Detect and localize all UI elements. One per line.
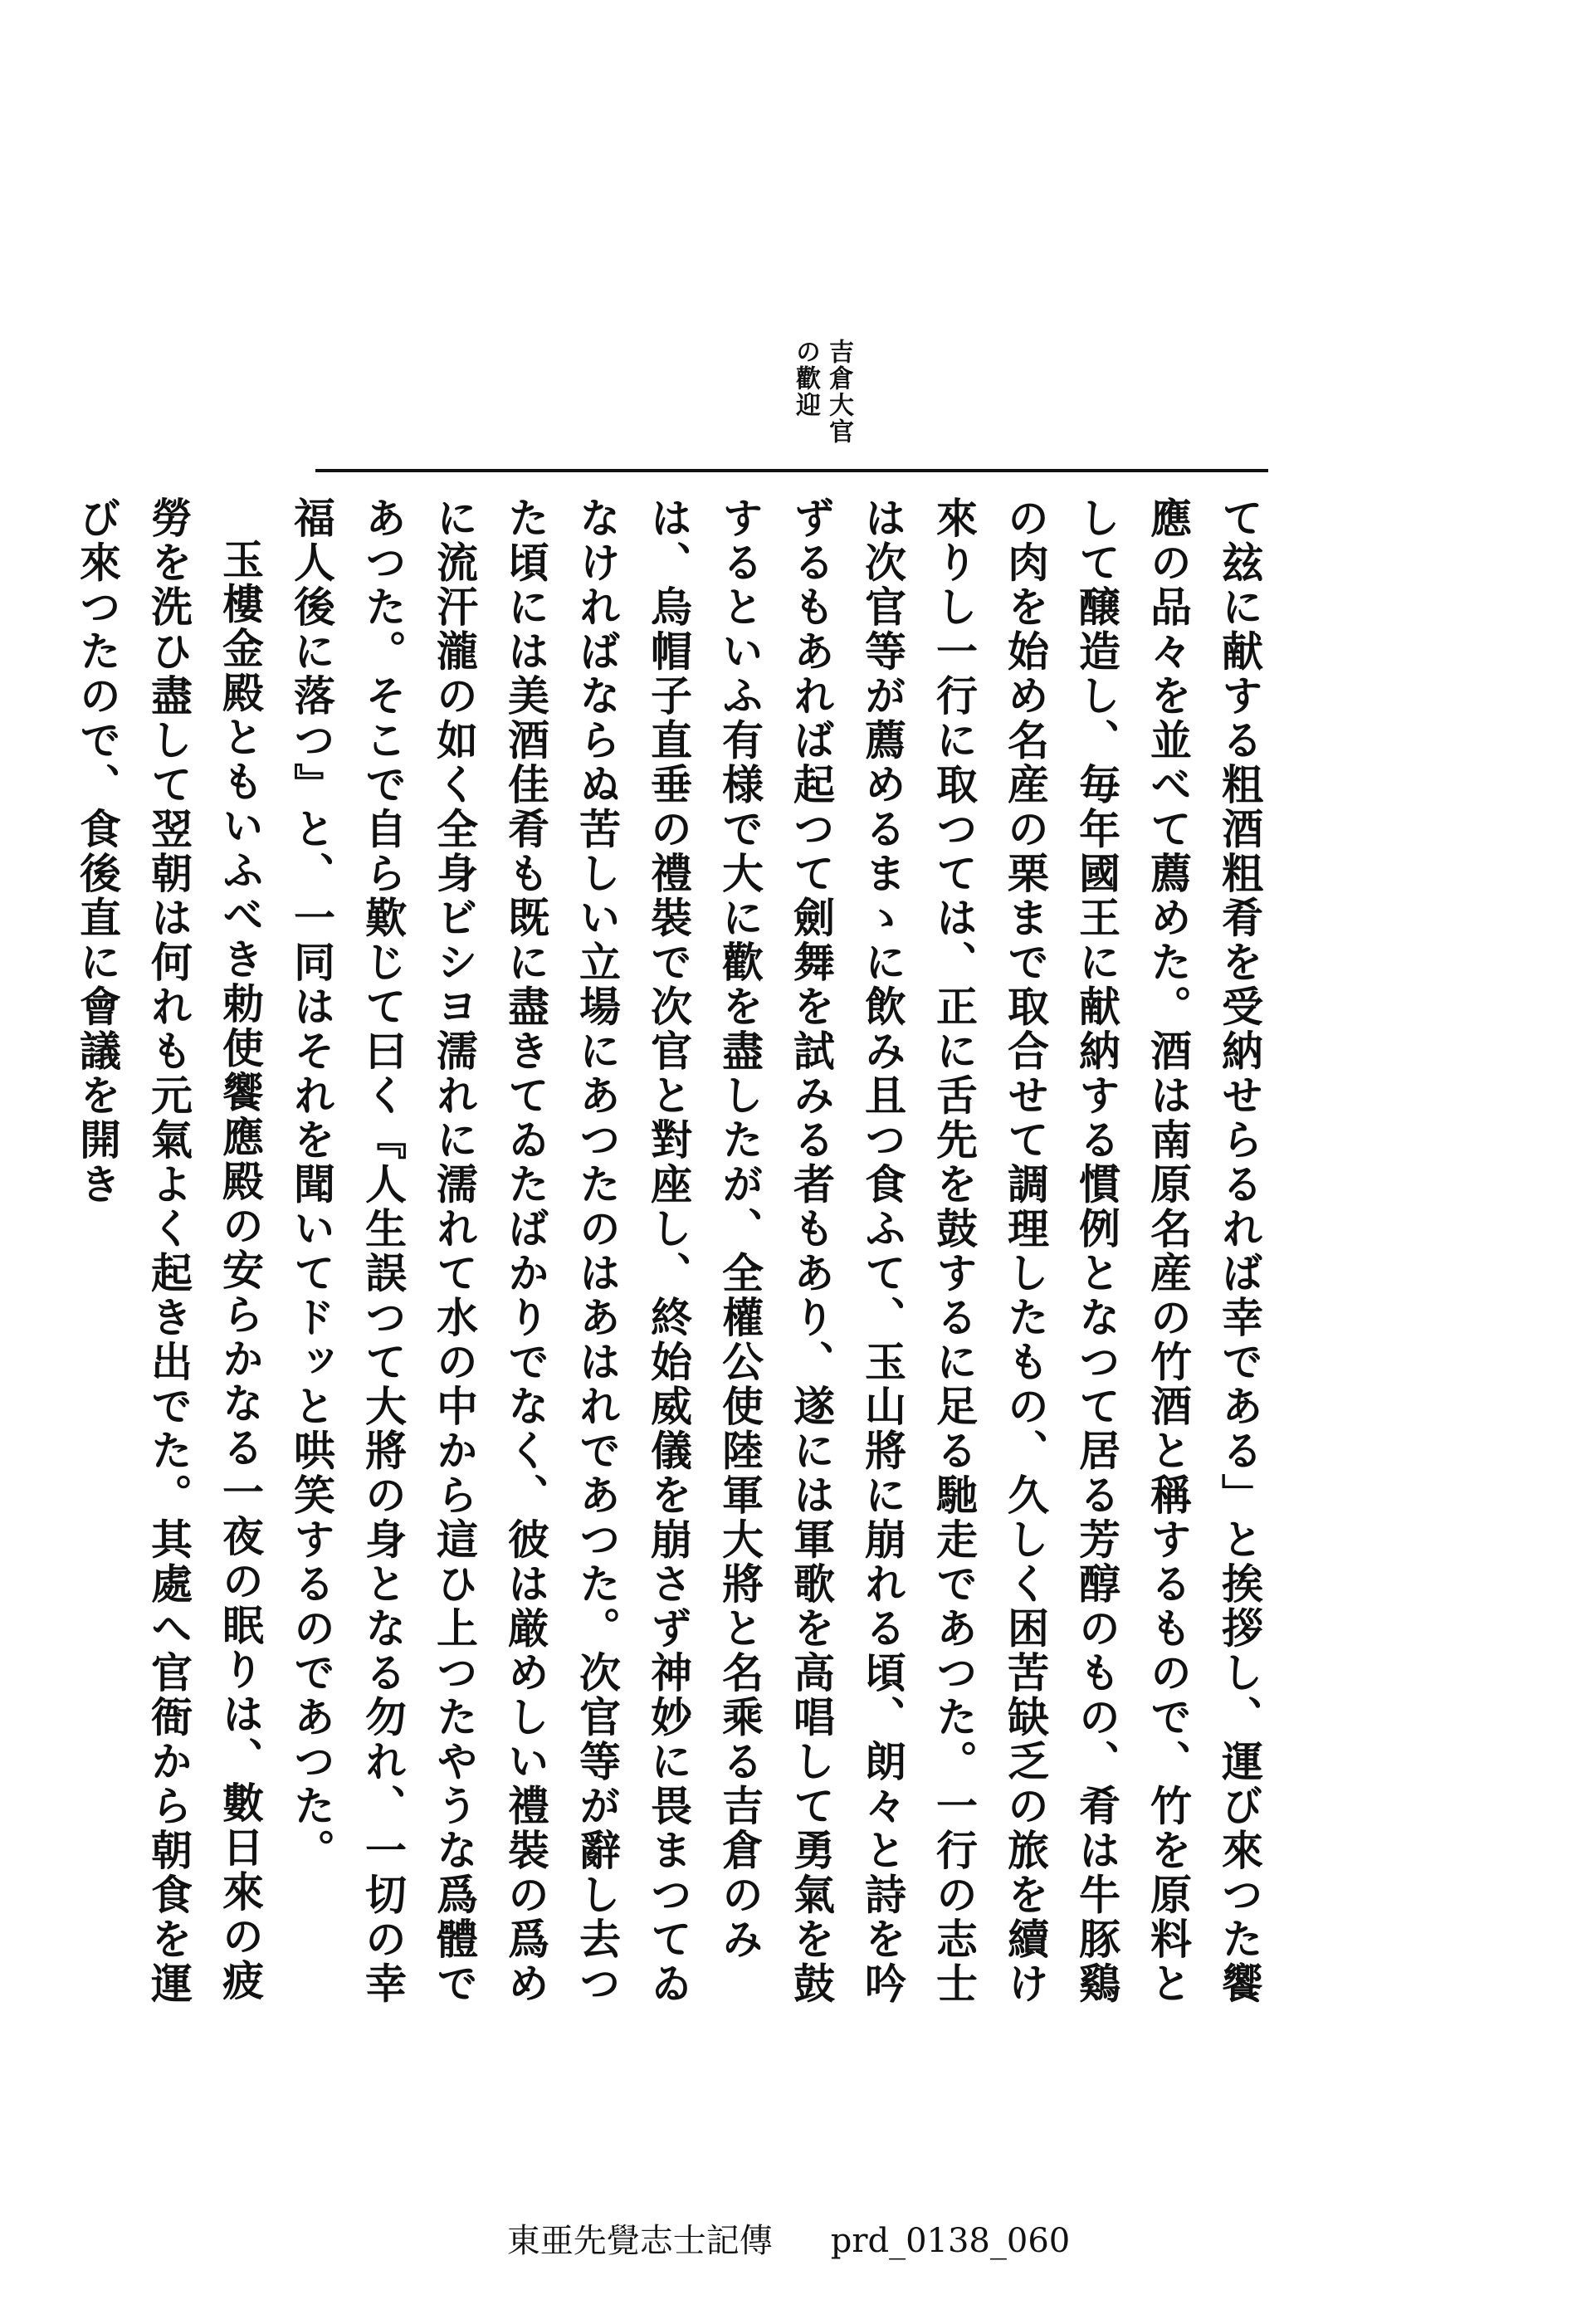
body-text (73, 496, 1275, 2024)
paragraph-2: 玉樓金殿ともいふべき勅使饗應殿の安らかなる一夜の眠りは、數日來の疲勞を洗ひ盡して翌朝は何れも元氣よく起き出でた。其處へ官衙から朝食を運び來つたので、食後直に會議を開き (73, 496, 265, 2006)
paragraph-1: て玆に献する粗酒粗肴を受納せらるれば幸である」と挨拶し、運び來つた饗應の品々を並べて薦めた。酒は南原名産の竹酒と稱するもので、竹を原料として醸造し、毎年國王に献納する慣例となつて居る芳醇のもの、肴は牛豚鷄の肉を始め名産の栗まで取合せて調理したもの、久しく困苦缺乏の旅を續け來りし一行に取つては、正に舌先を鼓するに足る馳走であつた。一行の志士は次官等が薦めるまゝに飲み且つ食ふて、玉山將に崩れる頃、朗々と詩を吟ずるもあれば起つて劍舞を試みる者もあり、遂には軍歌を高唱して勇氣を鼓するといふ有様で大に歡を盡したが、全權公使陸軍大將と名乘る吉倉のみは、烏帽子直垂の禮裝で次官と對座し、終始威儀を崩さず神妙に畏まつてゐなければならぬ苦しい立場にあつたのはあはれであつた。次官等が辭し去つた頃には美酒佳肴も既に盡きてゐたばかりでなく、彼は厳めしい禮裝の爲めに流汗瀧の如く全身ビシヨ濡れに濡れて水の中から這ひ上つたやうな爲體であつた。そこで自ら歎じて曰く『人生誤つて大將の身となる勿れ、一切の幸福人後に落つ』と、一同はそれを聞いてドッと哄笑するのであつた。 (287, 496, 1264, 2006)
page-id: prd_0138_060 (830, 2222, 1071, 2260)
running-head (793, 339, 851, 463)
running-head-line-2: の歡迎 (791, 339, 820, 418)
page-footer (0, 2214, 1577, 2262)
header-rule (315, 469, 1268, 472)
book-title: 東亜先覺志士記傳 (506, 2222, 773, 2260)
running-head-line-1: 吉倉大官 (824, 339, 853, 445)
